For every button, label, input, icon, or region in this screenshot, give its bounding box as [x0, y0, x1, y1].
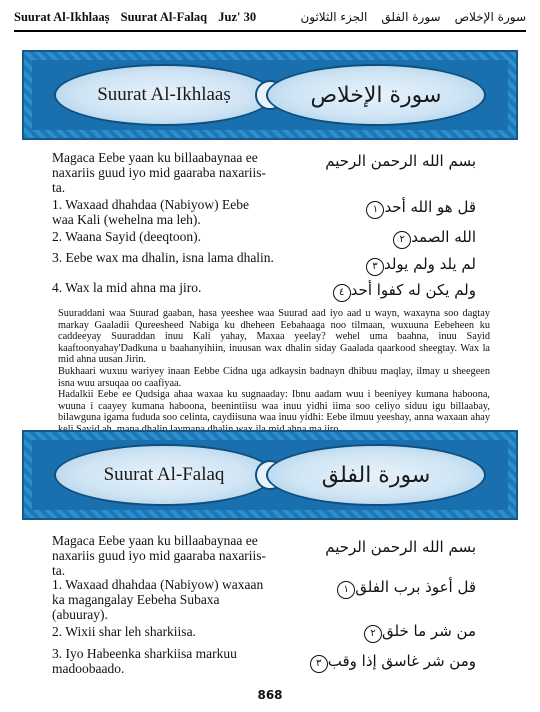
- banner-title-cartouche: [54, 64, 274, 126]
- page-number: 868: [257, 688, 283, 702]
- verse-arabic-3: [256, 255, 476, 276]
- verse-number-marker: ٣: [310, 655, 328, 673]
- verse-number-marker: ٣: [366, 258, 384, 276]
- verse-number-marker: ١: [366, 201, 384, 219]
- verse-translation-3: 3. Iyo Habeenka sharkiisa markuu madoobaado.: [52, 646, 237, 676]
- verse-text: ومن شر غاسق إذا وقب: [327, 652, 476, 670]
- verse-arabic-1: [256, 198, 476, 219]
- banner-title-cartouche: [54, 444, 274, 506]
- surah-title: Suurat Al-Falaq: [103, 464, 225, 485]
- verse-text: لم يلد ولم يولد: [383, 255, 476, 273]
- verse-number-marker: ٢: [393, 231, 411, 249]
- basmala-translation: Magaca Eebe yaan ku billaabaynaa ee naxariis guud iyo mid gaaraba naxariis-ta.: [52, 150, 267, 195]
- surah-title-arabic: سورة الإخلاص: [310, 82, 442, 108]
- header-surah2: Suurat Al-Falaq: [120, 9, 208, 24]
- header-left: [14, 10, 264, 25]
- verse-translation-2: 2. Wixii shar leh sharkiisa.: [52, 624, 196, 639]
- verse-text: ولم يكن له كفوا أحد: [350, 281, 476, 299]
- header-rule: [14, 30, 526, 32]
- surah-banner-falaq: [22, 430, 518, 520]
- verse-number-marker: ٢: [364, 625, 382, 643]
- verse-translation-1: 1. Waxaad dhahdaa (Nabiyow) Eebe waa Kali (wehelna ma leh).: [52, 197, 249, 227]
- verse-arabic-4: [256, 281, 476, 302]
- verse-translation-1: 1. Waxaad dhahdaa (Nabiyow) waxaan ka magangalay Eebeha Subaxa (abuuray).: [52, 577, 264, 622]
- surah-title: Suurat Al-Ikhlaaṣ: [97, 84, 231, 105]
- verse-text: قل أعوذ برب الفلق: [355, 578, 476, 596]
- commentary-paragraph-2: Bukhaari wuxuu wariyey inaan Eebbe Cidna uga adkaysin badnayn dhibuu maqlay, ilmay u sheegeen isna wuu arsuqaa oo caafiyaa.: [58, 365, 490, 389]
- verse-translation-3: 3. Eebe wax ma dhalin, isna lama dhalin.: [52, 250, 274, 265]
- banner-arabic-cartouche: [266, 64, 486, 126]
- running-header: [14, 6, 526, 28]
- surah-banner-ikhlaas: [22, 50, 518, 140]
- surah-title-arabic: سورة الفلق: [321, 462, 431, 488]
- verse-arabic-3: [256, 652, 476, 673]
- commentary-paragraph-1: Suuraddani waa Suurad gaaban, hasa yeeshee waa Suurad aad iyo aad u wayn, waxayna soo dagtay markay Gaaladii Qureesheed Nabiga ku dheheen Eebahaaga noo tilmaan, wuxuuna Eebeheen ku caddeeyay Suuraddan inuu Kali yahay, Maxaa yeelay? wehel uma baahna, inuu Sayid kaaftoonyahay'Dadkuna u baahanyihiin, inuusan wax dhalin siday Gaalada qaarkood sheegtay. Wax la mid ahna uusan Jirin.: [58, 308, 490, 366]
- header-ar-surah1: سورة الإخلاص: [454, 10, 526, 24]
- verse-text: الله الصمد: [411, 228, 476, 246]
- header-ar-surah2: سورة الفلق: [381, 10, 441, 24]
- verse-arabic-2: [256, 228, 476, 249]
- commentary-paragraph-3: Hadalkii Eebe ee Qudsiga ahaa waxaa ku sugnaaday: Ibnu aadam wuu i beeniyey kumana haboona, wuuna i caayey kumana haboona, beenintiisu waa inuu yidhi iima soo celiyo siduu igu billaabay, bilawguna igama fududa soo celinta, caydiisuna waa inuu yidhi: Eebe ilmuu yeeshay, anna waxaan ahay: [58, 389, 490, 424]
- basmala-arabic: بسم الله الرحمن الرحيم: [325, 538, 476, 556]
- verse-number-marker: ١: [337, 581, 355, 599]
- banner-arabic-cartouche: [266, 444, 486, 506]
- verse-translation-2: 2. Waana Sayid (deeqtoon).: [52, 229, 201, 244]
- header-surah1: Suurat Al-Ikhlaaṣ: [14, 9, 110, 24]
- verse-text: قل هو الله أحد: [384, 198, 476, 216]
- header-juz: Juz' 30: [218, 9, 257, 24]
- verse-arabic-1: [256, 578, 476, 599]
- verse-translation-4: 4. Wax la mid ahna ma jiro.: [52, 280, 202, 295]
- verse-number-marker: ٤: [333, 284, 351, 302]
- header-right-arabic: [300, 10, 526, 24]
- basmala-arabic: بسم الله الرحمن الرحيم: [325, 152, 476, 170]
- verse-arabic-2: [256, 622, 476, 643]
- commentary: [58, 308, 490, 447]
- verse-text: من شر ما خلق: [382, 622, 476, 640]
- header-ar-juz: الجزء الثلاثون: [300, 10, 368, 24]
- basmala-translation: Magaca Eebe yaan ku billaabaynaa ee naxariis guud iyo mid gaaraba naxariis-ta.: [52, 533, 267, 578]
